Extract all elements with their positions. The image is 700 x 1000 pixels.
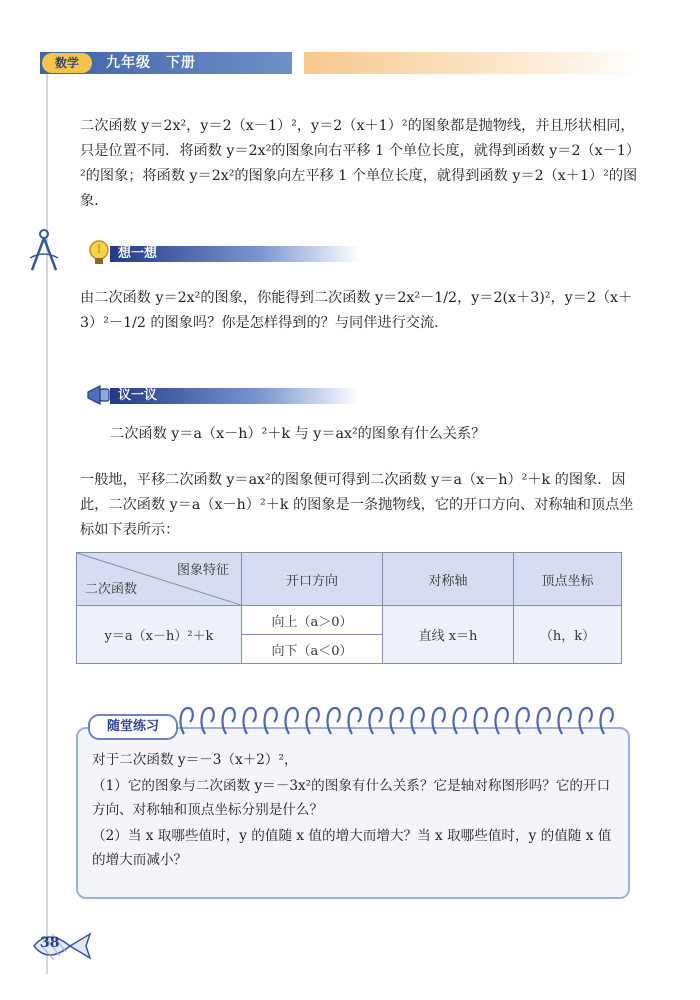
feature-table [76,552,622,664]
think-paragraph: 由二次函数 y＝2x²的图象，你能得到二次函数 y＝2x²－1/2，y＝2(x＋3)²，y＝2（x＋3）²－1/2 的图象吗？你是怎样得到的？与同伴进行交流． [80,290,633,331]
table-row [77,606,622,635]
table-header-row [77,553,622,606]
think-heading [84,242,364,266]
practice-intro: 对于二次函数 y＝－3（x＋2）²， [92,752,298,768]
page-number: 38 [40,935,60,951]
practice-tab: 随堂练习 [88,714,178,740]
practice-question-2: （2）当 x 取哪些值时，y 的值随 x 值的增大而增大？当 x 取哪些值时，y 的值随 x 值的增大而减小？ [92,828,612,868]
corner-top-label: 图象特征 [176,563,229,578]
margin-line [46,74,48,974]
discuss-paragraph: 一般地，平移二次函数 y＝ax²的图象便可得到二次函数 y＝a（x－h）²＋k 的图象．因此，二次函数 y＝a（x－h）²＋k 的图象是一条抛物线，它的开口方向、对称轴和顶点坐标如下表所示： [80,472,634,538]
header-gradient [304,52,644,74]
corner-bottom-label: 二次函数 [85,582,138,597]
discuss-question: 二次函数 y＝a（x－h）²＋k 与 y＝ax²的图象有什么关系？ [110,426,486,442]
axis-cell: 直线 x＝h [383,606,514,664]
page-number-emblem [30,926,96,966]
think-label: 想一想 [118,246,158,261]
subject-badge: 数学 [42,53,92,73]
intro-paragraph: 二次函数 y＝2x²，y＝2（x－1）²，y＝2（x＋1）²的图象都是抛物线，并且形状相同，只是位置不同．将函数 y＝2x²的图象向右平移 1 个单位长度，就得到函数 y＝2（x－1）²的图象；将函数 y＝2x²的图象向左平移 1 个单位长度，就得到函数 y＝2（x＋1）²的图象． [80,118,638,209]
practice-question-1: （1）它的图象与二次函数 y＝－3x²的图象有什么关系？它是轴对称图形吗？它的开口方向、对称轴和顶点坐标分别是什么？ [92,778,611,818]
corner-cell [77,553,242,606]
megaphone-icon [84,380,114,410]
open-down-cell: 向下（a＜0） [242,635,383,664]
book-title: 九年级 下册 [106,55,196,71]
header-vertex: 顶点坐标 [514,553,622,606]
compass-icon [26,228,62,274]
discuss-heading [84,384,364,408]
spiral-binding-icon [178,704,618,738]
discuss-label: 议一议 [118,388,158,403]
function-cell: y＝a（x－h）²＋k [77,606,242,664]
header-open-direction: 开口方向 [242,553,383,606]
open-up-cell: 向上（a＞0） [242,606,383,635]
header-axis: 对称轴 [383,553,514,606]
lightbulb-icon [84,238,114,268]
vertex-cell: （h，k） [514,606,622,664]
